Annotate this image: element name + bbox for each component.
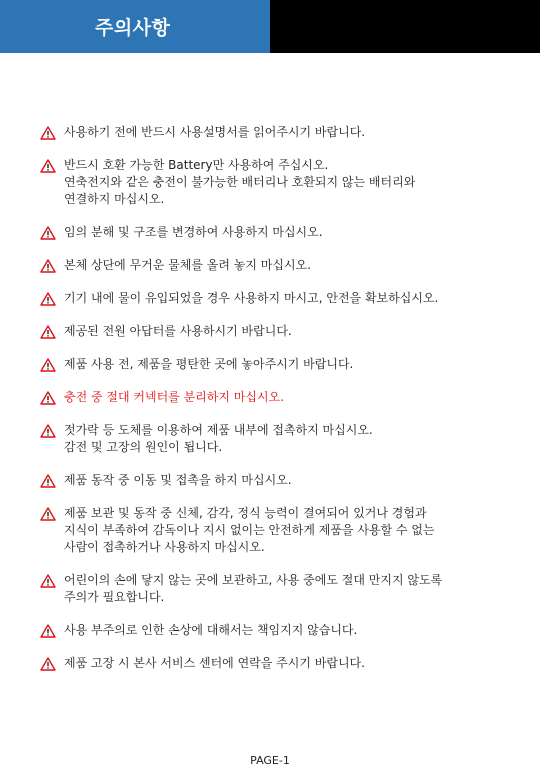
caution-text: 젓가락 등 도체를 이용하여 제품 내부에 접촉하지 마십시오. 감전 및 고장의 원인이 됩니다.	[64, 423, 373, 454]
caution-item	[40, 323, 520, 340]
warning-triangle-icon	[40, 358, 58, 372]
warning-triangle-icon	[40, 574, 58, 588]
caution-text: 제품 보관 및 동작 중 신체, 감각, 정식 능력이 결여되어 있거나 경험과 지식이 부족하여 감독이나 지시 없이는 안전하게 제품을 사용할 수 없는 사람이 접촉하거나 사용하지 마십시오.	[64, 506, 435, 554]
caution-text: 어린이의 손에 닿지 않는 곳에 보관하고, 사용 중에도 절대 만지지 않도록 주의가 필요합니다.	[64, 573, 443, 604]
page-header	[0, 0, 540, 53]
warning-triangle-icon	[40, 259, 58, 273]
warning-triangle-icon	[40, 624, 58, 638]
caution-item	[40, 472, 520, 489]
caution-text: 본체 상단에 무거운 물체를 올려 놓지 마십시오.	[64, 258, 311, 272]
caution-text: 기기 내에 물이 유입되었을 경우 사용하지 마시고, 안전을 확보하십시오.	[64, 291, 439, 305]
caution-text: 제공된 전원 아답터를 사용하시기 바랍니다.	[64, 324, 292, 338]
warning-triangle-icon	[40, 657, 58, 671]
caution-item	[40, 655, 520, 672]
caution-item	[40, 124, 520, 141]
warning-triangle-icon	[40, 507, 58, 521]
caution-text: 사용 부주의로 인한 손상에 대해서는 책임지지 않습니다.	[64, 623, 358, 637]
caution-item	[40, 157, 520, 208]
page-number: PAGE-1	[250, 754, 290, 767]
caution-item	[40, 422, 520, 456]
header-black-bar	[270, 0, 540, 53]
caution-text: 제품 동작 중 이동 및 접촉을 하지 마십시오.	[64, 473, 292, 487]
caution-text: 사용하기 전에 반드시 사용설명서를 읽어주시기 바랍니다.	[64, 125, 366, 139]
caution-list	[40, 124, 520, 672]
caution-text: 반드시 호환 가능한 Battery만 사용하여 주십시오. 연축전지와 같은 충전이 불가능한 배터리나 호환되지 않는 배터리와 연결하지 마십시오.	[64, 158, 416, 206]
caution-item	[40, 290, 520, 307]
caution-item	[40, 572, 520, 606]
caution-item	[40, 622, 520, 639]
caution-text: 제품 고장 시 본사 서비스 센터에 연락을 주시기 바랍니다.	[64, 656, 365, 670]
warning-triangle-icon	[40, 126, 58, 140]
warning-triangle-icon	[40, 325, 58, 339]
caution-text: 충전 중 절대 커넥터를 분리하지 마십시오.	[64, 390, 284, 404]
warning-triangle-icon	[40, 159, 58, 173]
caution-text: 임의 분해 및 구조를 변경하여 사용하지 마십시오.	[64, 225, 323, 239]
warning-triangle-icon	[40, 474, 58, 488]
caution-text: 제품 사용 전, 제품을 평탄한 곳에 놓아주시기 바랍니다.	[64, 357, 354, 371]
header-title-bar	[0, 0, 270, 53]
caution-item	[40, 224, 520, 241]
warning-triangle-icon	[40, 391, 58, 405]
warning-triangle-icon	[40, 226, 58, 240]
caution-item	[40, 505, 520, 556]
caution-item	[40, 389, 520, 406]
caution-item	[40, 257, 520, 274]
caution-item	[40, 356, 520, 373]
warning-triangle-icon	[40, 424, 58, 438]
page-title: 주의사항	[95, 17, 171, 39]
warning-triangle-icon	[40, 292, 58, 306]
